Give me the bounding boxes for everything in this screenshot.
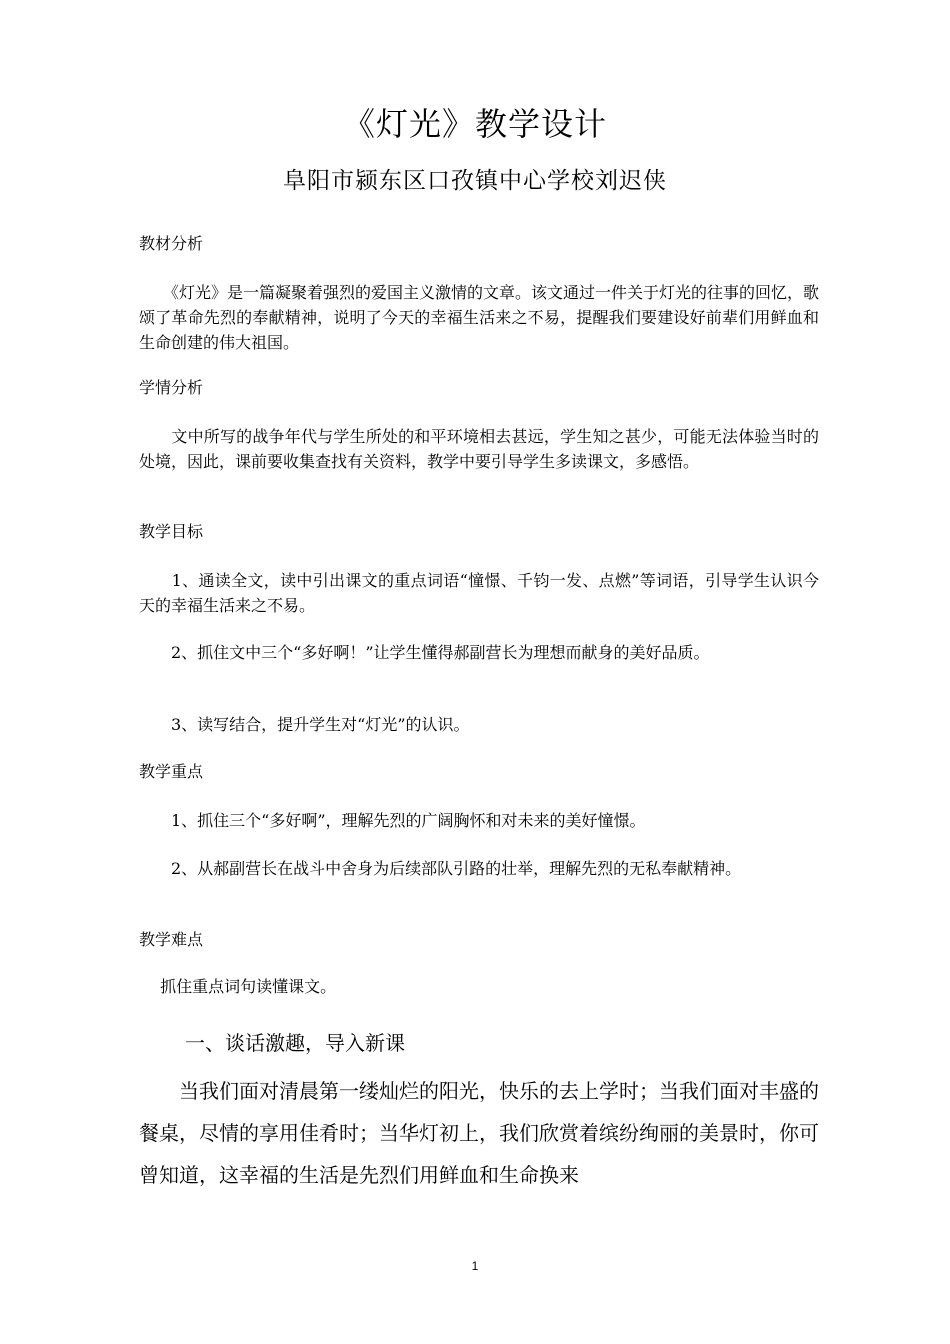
paragraph-goal-3: 3、读写结合，提升学生对“灯光”的认识。 [139,715,470,734]
paragraph-goal-1: 1、通读全文，读中引出课文的重点词语“憧憬、千钧一发、点燃”等词语，引导学生认识今天的幸福生活来之不易。 [139,571,819,615]
section-heading-teaching-goals: 教学目标 [139,522,204,541]
section-heading-textbook-analysis: 教材分析 [139,234,204,253]
lesson-step-paragraph: 当我们面对清晨第一缕灿烂的阳光，快乐的去上学时；当我们面对丰盛的餐桌，尽情的享用佳肴时；当华灯初上，我们欣赏着缤纷绚丽的美景时，你可曾知道，这幸福的生活是先烈们用鲜血和生命换来 [139,1079,819,1187]
document-title: 《灯光》教学设计 [342,105,607,143]
document-author: 阜阳市颍东区口孜镇中心学校刘迟侠 [283,168,667,194]
paragraph-textbook-analysis: 《灯光》是一篇凝聚着强烈的爱国主义激情的文章。该文通过一件关于灯光的往事的回忆，歌颂了革命先烈的奉献精神，说明了今天的幸福生活来之不易，提醒我们要建设好前辈们用鲜血和生命创建的伟大祖国。 [139,283,820,352]
paragraph-difficulty: 抓住重点词句读懂课文。 [139,977,337,996]
paragraph-key-point-1: 1、抓住三个“多好啊”，理解先烈的广阔胸怀和对未来的美好憧憬。 [139,811,646,830]
lesson-step-heading: 一、谈话激趣，导入新课 [185,1031,405,1055]
paragraph-key-point-2: 2、从郝副营长在战斗中舍身为后续部队引路的壮举，理解先烈的无私奉献精神。 [139,859,742,878]
paragraph-student-analysis: 文中所写的战争年代与学生所处的和平环境相去甚远，学生知之甚少，可能无法体验当时的处境，因此，课前要收集查找有关资料，教学中要引导学生多读课文，多感悟。 [139,427,819,471]
section-heading-student-analysis: 学情分析 [139,378,204,397]
page-number: 1 [471,1259,479,1273]
section-heading-difficulties: 教学难点 [139,930,204,949]
section-heading-key-points: 教学重点 [139,762,204,781]
paragraph-goal-2: 2、抓住文中三个“多好啊！”让学生懂得郝副营长为理想而献身的美好品质。 [139,643,710,662]
